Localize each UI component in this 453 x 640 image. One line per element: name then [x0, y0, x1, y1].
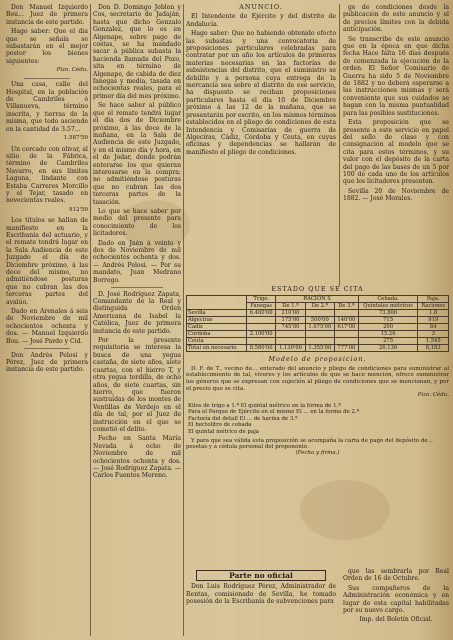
- paragraph: Lo que se hace saber por medio del presente para conocimiento de los licitadores.: [93, 207, 181, 238]
- column-header: RACIÓN S: [276, 296, 358, 303]
- table-row: Ceuta 275 1.545: [187, 338, 449, 345]
- column-3: [186, 4, 336, 184]
- amount: 1.587'50: [63, 135, 88, 142]
- paragraph: Don D. Domingo Joblon y Cos, secretario de Jadaján, hasta que dicho Gonzalo Gonzalez, que lo es en Algenape, sobre pago de costas, se ha mandado sacar á pública subasta la hacienda llamada del Pozo, sita en término de Algenape, de cabida de diez fanegas y media, tasada en ochocientas reales, para el primer día del mes próximo.: [93, 4, 181, 100]
- paragraph: Hago saber: Que no habiendo obtenido efecto las subastas y una convocatoria de proposiciones particulares celebradas para contratar por un año los artículos de primeras materias necesarias en las factorías de subsistencias del distrito, que el suministro se debilite y a persona cuya entrega de la mercancía sea sobre el distrito de ese servicio, ha dispuesto se reciban proposiciones particulares hasta el día 10 de Diciembre próximo á las 12 de la mañana, que se presentarán por escrito, en los mismos términos establecidos en el pliego de condiciones de esta Intendencia y Comisarías de guerra de Algeciras, Cádiz, Córdoba y Ceuta, en cuyas oficinas y dependencias se hallarán de manifiesto el pliego de condiciones.: [186, 30, 336, 156]
- paragraph: Se transcribe de este anuncio que en la época en que dicha fecha Hace falta 16 días después de comenzada la ejecución de la orden. El Señor Comisario de Guerra ha sido 5 de Noviembre de 1882 y no deberá esperarse a las instrucciones mismas y será conveniente que sus cuidados se hagan con la misma puntualidad para las posibles sustituciones.: [343, 35, 449, 117]
- table-row: Algeciras 175'00 500'00 140'00 715 919: [187, 317, 449, 324]
- separator: [24, 78, 70, 79]
- announcement-title: ANUNCIO.: [239, 4, 283, 11]
- signature: (Fecha y firma.): [295, 450, 340, 457]
- table-row: Cádiz 745'00 1.075'00 617'00 200 84: [187, 324, 449, 331]
- table-total-row: Total un necesario. 8.560'00 1.130'00 1.355'00 777'00 26.136 8,183: [187, 345, 449, 352]
- column-subheader: De 1.ª: [276, 303, 305, 310]
- column-4-bottom: [343, 568, 449, 624]
- paragraph: Se hace saber al público que el remate tendrá lugar el día dos de Diciembre próximo, á las doce de la mañana, en la Sala de Audiencia de este Juzgado, y en el mismo día y hora, en el de Jodar, donde podrán enterarse los que quieran interesarse en la compra; no admitiéndose posturas que no cubran las dos terceras partes de la tasación.: [93, 102, 181, 206]
- paragraph: Hago saber: Que el dia que se señala se subastarán en el mejor postor los bienes siguientes:: [6, 28, 88, 65]
- column-subheader: Fanegas: [247, 303, 276, 310]
- footnote: Y para que sea válida esta proposición se acompaña la carta de pago del depósito de... pesetas y á cédula personal del proponente.: [186, 437, 433, 450]
- paragraph: Los títulos se hallan de manifiesto en la Escribanía del actuario, y el remate tendrá lugar en la Sala Audiencia de este Juzgado el día de Diciembre próximo, á las doce del mismo, no admitiéndose posturas que no cubran las dos terceras partes del avalúo.: [6, 217, 88, 306]
- section-title: Parte no oficial: [196, 570, 326, 581]
- paragraph: Don Manuel Izquierdo Bou... Juez de primera instancia de este partido.: [6, 4, 88, 26]
- separator: [24, 348, 70, 349]
- paragraph: Fecho en Santa María Nevada á ocho de Noviembre de mil ochocientos ochenta y dos. — José Rodríguez Zapata. — Carlos Fuentes Moreno.: [93, 435, 181, 480]
- paragraph: Don Luis Rodríguez Pérez, Administrador de Rentas, comisionado de Sevilla, he tomado posesión de la Escribanía de subvenciones para: [186, 583, 336, 606]
- paragraph: El Intendente de Ejército y del distrito de Andalucía.: [186, 13, 336, 28]
- column-divider: [183, 4, 184, 636]
- table-row: Sevilla 6.460'00 210'00 73.800 1.8: [187, 310, 449, 317]
- table-row: Córdoba 2.100'00 15.26 3: [187, 331, 449, 338]
- signature: Pizo. Cédu.: [56, 67, 88, 74]
- imprint: Imp. del Boletín Oficial.: [359, 616, 433, 624]
- paragraph: Esta proposición que se presente a este servicio en papel del sello de clase y con consignación al modelo que se cita para estos términos, y su valor con el depósito de la carta del pago de las bases de un 5 por 100 de cada uno de los artículos que los licitadores presenten.: [343, 119, 449, 186]
- paragraph: Don Andrés Pelosi y Pérez, Juez de primera instancia de este partido.: [6, 351, 88, 374]
- column-header: Trigo.: [247, 296, 276, 303]
- paragraph: Dado en Arenales á seis de Noviembre de mil ochocientos ochenta y dos. — Manuel Izquierdo Bou. — José Pardo y Cid.: [6, 308, 88, 345]
- paragraph: Dado en Jaén á veinte y dos de Noviembre de mil ochocientos ochenta y dos. — Andrés Pelosi. — Por su mandato, Juan Medrano Borrego.: [93, 239, 181, 284]
- signature: Pizo. Cédu.: [417, 392, 449, 399]
- paragraph: Sus compañeros de la Administración económica y en lugar de esta capital habilitadas por su nuevo cargo.: [343, 584, 449, 615]
- amount: 912'50: [68, 206, 88, 213]
- column-2: [93, 4, 181, 482]
- column-header: Cebada.: [358, 296, 418, 303]
- column-4: [343, 4, 449, 286]
- column-divider: [339, 4, 340, 286]
- paragraph: Un cercado con olivar, al sitio de la Fábrica, término de Cambriles Navarro, en sus límites Laguna, lindante con Estaba Carreres Morcillo y el Tejar, tasado en novecientas reales.: [6, 145, 88, 205]
- estado-table: [186, 295, 449, 352]
- column-subheader: Raciones: [418, 303, 449, 310]
- table-title: ESTADO QUE SE CITA: [271, 285, 364, 293]
- column-divider: [90, 4, 91, 636]
- column-1: [6, 4, 88, 376]
- paragraph: Por la presente requisitoria se interesa la busca de una yegua castaña, de siete años, siete cuartas, con el hierro T, y otra yegua tordilla, de ocho años, de siete cuartas, sin hierro, que fueron sustraídas de los montes de Ventillas de Verdejo en el día de tal, por el Juez de instrucción en el que se cometió el delito.: [93, 337, 181, 433]
- column-header: Paja.: [418, 296, 449, 303]
- paragraph: Una casa, calle del Hospital, en la población de Cambriles ó Villanueva, término inscrita, y tierras de la misma, que todo asciende en la cantidad de 3.57...: [6, 81, 88, 133]
- estado-table-block: [186, 286, 449, 461]
- obligations-list: Kilos de trigo a 1.ª El quintal métrico en la forma de 1.ª Para el Parque de Ejército en el mismo El ... en la forma de 2.ª Factoría del detall El ... de harina de 3.ª El hectolitro de cebada El quintal métrico de paja: [188, 402, 360, 435]
- paragraph: ge de condiciones desde la publicación de este anuncio y el de precios límites con la debida anticipación.: [343, 4, 449, 34]
- paragraph: que las sembrarla por Real Orden de 16 de Octubre.: [343, 568, 449, 583]
- paragraph: Sevilla 20 de Noviembre de 1882. — José Morales.: [343, 187, 449, 203]
- column-subheader: De 3.ª: [335, 303, 359, 310]
- modelo-text: D. F. de T., vecino de... enterado del anuncio y pliego de condiciones para suministrar al establecimiento de tal, víveres y los artículos de que se hace mención, ofrece suministrar los géneros que se expresan con sujeción al pliego de condiciones que se mencionan, y por el precio que se cita.: [186, 365, 449, 392]
- parte-no-oficial: [186, 568, 336, 606]
- separator: [111, 287, 163, 288]
- column-subheader: De 2.ª: [305, 303, 334, 310]
- column-subheader: Quintales métricos: [358, 303, 418, 310]
- paragraph: D. José Rodríguez Zapata, Comandante de la Real y distinguida Orden Americana de Isabel la Católica, Juez de primera instancia de este partido.: [93, 290, 181, 335]
- modelo-title: Modelo de proposicion.: [268, 355, 367, 364]
